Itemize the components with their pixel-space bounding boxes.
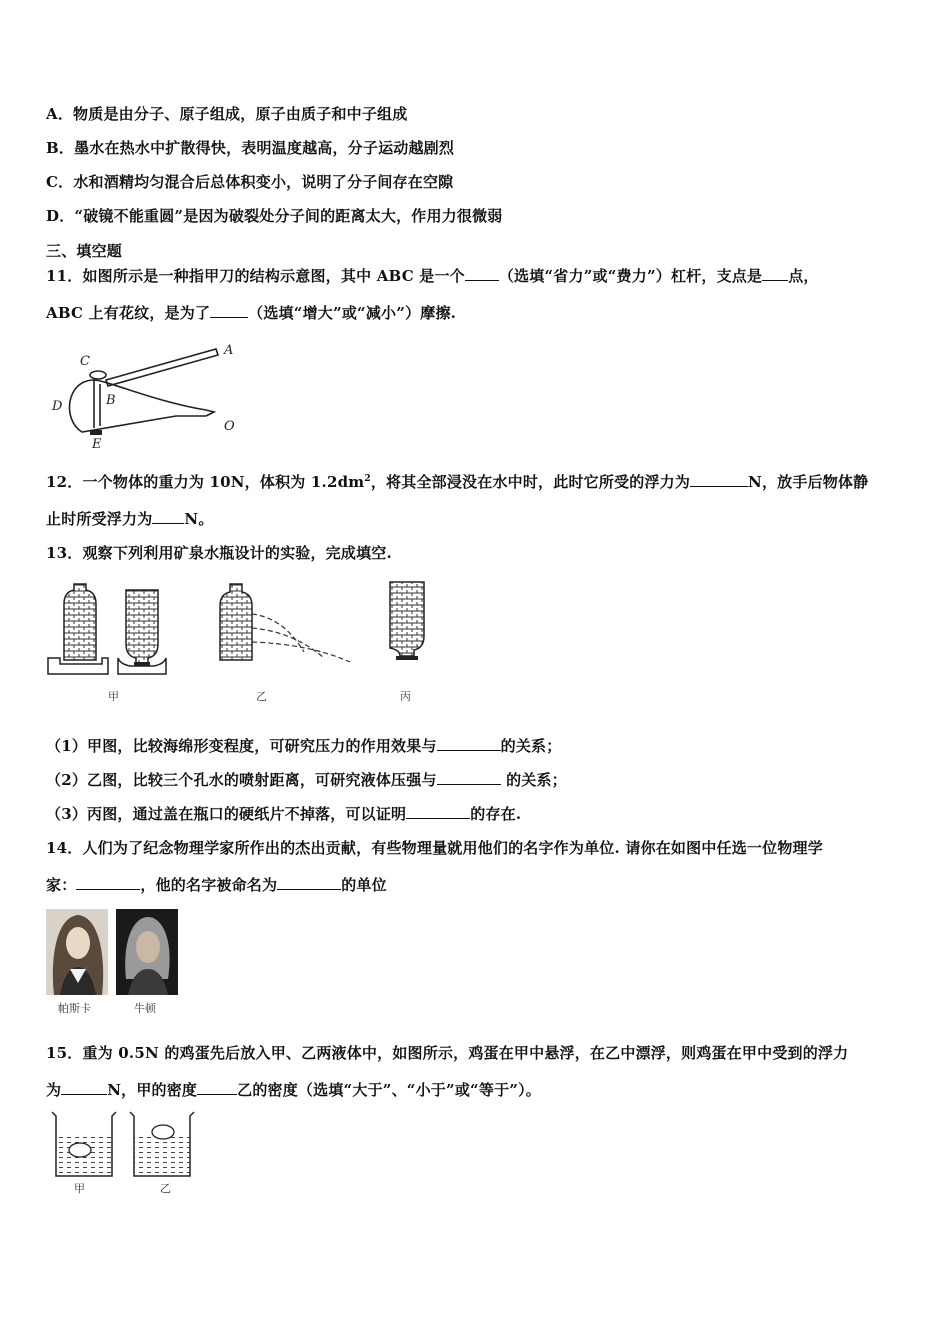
section-title: 三、填空题 [46,242,123,260]
label-d: D [52,399,63,414]
q11-text-2b: （选填“增大”或“减小”）摩擦. [248,304,457,322]
q12-blank-2 [152,509,184,524]
caption-pascal: 帕斯卡 [58,1002,91,1015]
q12-line-2 [46,508,214,529]
q11-text-1b: （选填“省力”或“费力”）杠杆，支点是 [498,267,763,285]
caption-beaker-yi: 乙 [160,1182,171,1195]
q13-sub-3 [46,803,521,824]
liquid-yi [134,1134,190,1176]
q13-blank-1 [437,736,501,751]
q11-blank-3 [210,303,248,318]
clipper-bottom-pad [90,430,102,435]
beakers-figure [50,1110,200,1180]
caption-beaker-jia: 甲 [74,1182,85,1195]
q11-blank-2 [762,266,788,281]
q11-line-1 [46,265,819,286]
label-c: C [80,354,90,369]
q11-text-1a: 11．如图所示是一种指甲刀的结构示意图，其中 ABC 是一个 [46,267,465,285]
q14-text-2c: 的单位 [341,876,387,894]
bottle-upright [64,584,96,660]
q14-text-2a: 家： [46,876,77,894]
nail-clipper-figure [46,340,246,452]
q15-line-2 [46,1079,541,1100]
q15-line-1: 15．重为 0.5N 的鸡蛋先后放入甲、乙两液体中，如图所示，鸡蛋在甲中悬浮，在乙中漂浮，则鸡蛋在甲中受到的浮力 [46,1044,849,1062]
q12-line-1 [46,471,868,492]
q11-line-2 [46,302,456,323]
option-c: C．水和酒精均匀混合后总体积变小，说明了分子间存在空隙 [46,173,454,191]
q11-text-1c: 点， [788,267,819,285]
q13-text-3a: （3）丙图，通过盖在瓶口的硬纸片不掉落，可以证明 [46,805,407,823]
caption-jia: 甲 [108,690,119,703]
q12-text-1b: ，将其全部浸没在水中时，此时它所受的浮力为 [370,473,691,491]
q11-blank-1 [465,266,499,281]
bottle-inverted-card [390,582,424,656]
q12-text-1a: 12．一个物体的重力为 10N，体积为 1.2dm [46,473,365,491]
caption-newton: 牛顿 [134,1002,156,1015]
q13-blank-3 [406,804,470,819]
q13-title: 13．观察下列利用矿泉水瓶设计的实验，完成填空. [46,544,392,562]
egg-floating [152,1125,174,1139]
bottle-bing-figure [384,578,434,664]
q14-blank-1 [76,875,140,890]
q13-sub-1 [46,735,561,756]
egg-suspended [69,1143,91,1157]
option-a: A．物质是由分子、原子组成，原子由质子和中子组成 [46,105,408,123]
water-jet-bottom [252,642,350,662]
q15-blank-2 [197,1080,237,1095]
clipper-hinge [206,410,214,416]
q14-blank-2 [277,875,341,890]
q11-text-2a: ABC 上有花纹，是为了 [46,304,211,322]
option-d: D．“破镜不能重圆”是因为破裂处分子间的距离太大，作用力很微弱 [46,207,503,225]
q12-text-1c: N，放手后物体静 [748,473,869,491]
q15-text-2c: 乙的密度（选填“大于”、“小于”或“等于”）。 [237,1081,541,1099]
bottle-inverted [126,590,158,664]
q13-text-2a: （2）乙图，比较三个孔水的喷射距离，可研究液体压强与 [46,771,437,789]
q13-blank-2 [437,770,501,785]
q14-text-2b: ，他的名字被命名为 [140,876,278,894]
caption-yi: 乙 [256,690,267,703]
label-b: B [106,393,116,408]
portrait-newton [116,909,178,995]
bottle-with-holes [220,584,252,660]
q12-text-2a: 止时所受浮力为 [46,510,153,528]
bottle-yi-figure [214,582,364,672]
q14-line-2 [46,874,387,895]
paper-card [396,656,418,660]
bottles-jia-figure [46,582,176,682]
q15-blank-1 [61,1080,107,1095]
q15-text-2a: 为 [46,1081,62,1099]
q12-superscript: 2 [364,474,371,484]
q13-text-1b: 的关系； [500,737,562,755]
q12-blank-1 [690,472,748,487]
q13-text-1a: （1）甲图，比较海绵形变程度，可研究压力的作用效果与 [46,737,437,755]
q12-text-2b: N。 [184,510,214,528]
q15-text-2b: N，甲的密度 [107,1081,198,1099]
caption-bing: 丙 [400,690,411,703]
q13-sub-2 [46,769,567,790]
label-o: O [224,419,235,434]
portrait-pascal [46,909,108,995]
label-e: E [92,437,102,452]
q13-text-2b: 的关系； [500,771,567,789]
option-b: B．墨水在热水中扩散得快，表明温度越高，分子运动越剧烈 [46,139,455,157]
clipper-top-knob [90,371,106,379]
label-a: A [224,343,234,358]
q14-line-1: 14．人们为了纪念物理学家所作出的杰出贡献，有些物理量就用他们的名字作为单位. 请你在如图中任选一位物理学 [46,839,823,857]
clipper-lever-arm [106,349,218,386]
q13-text-3b: 的存在. [470,805,522,823]
